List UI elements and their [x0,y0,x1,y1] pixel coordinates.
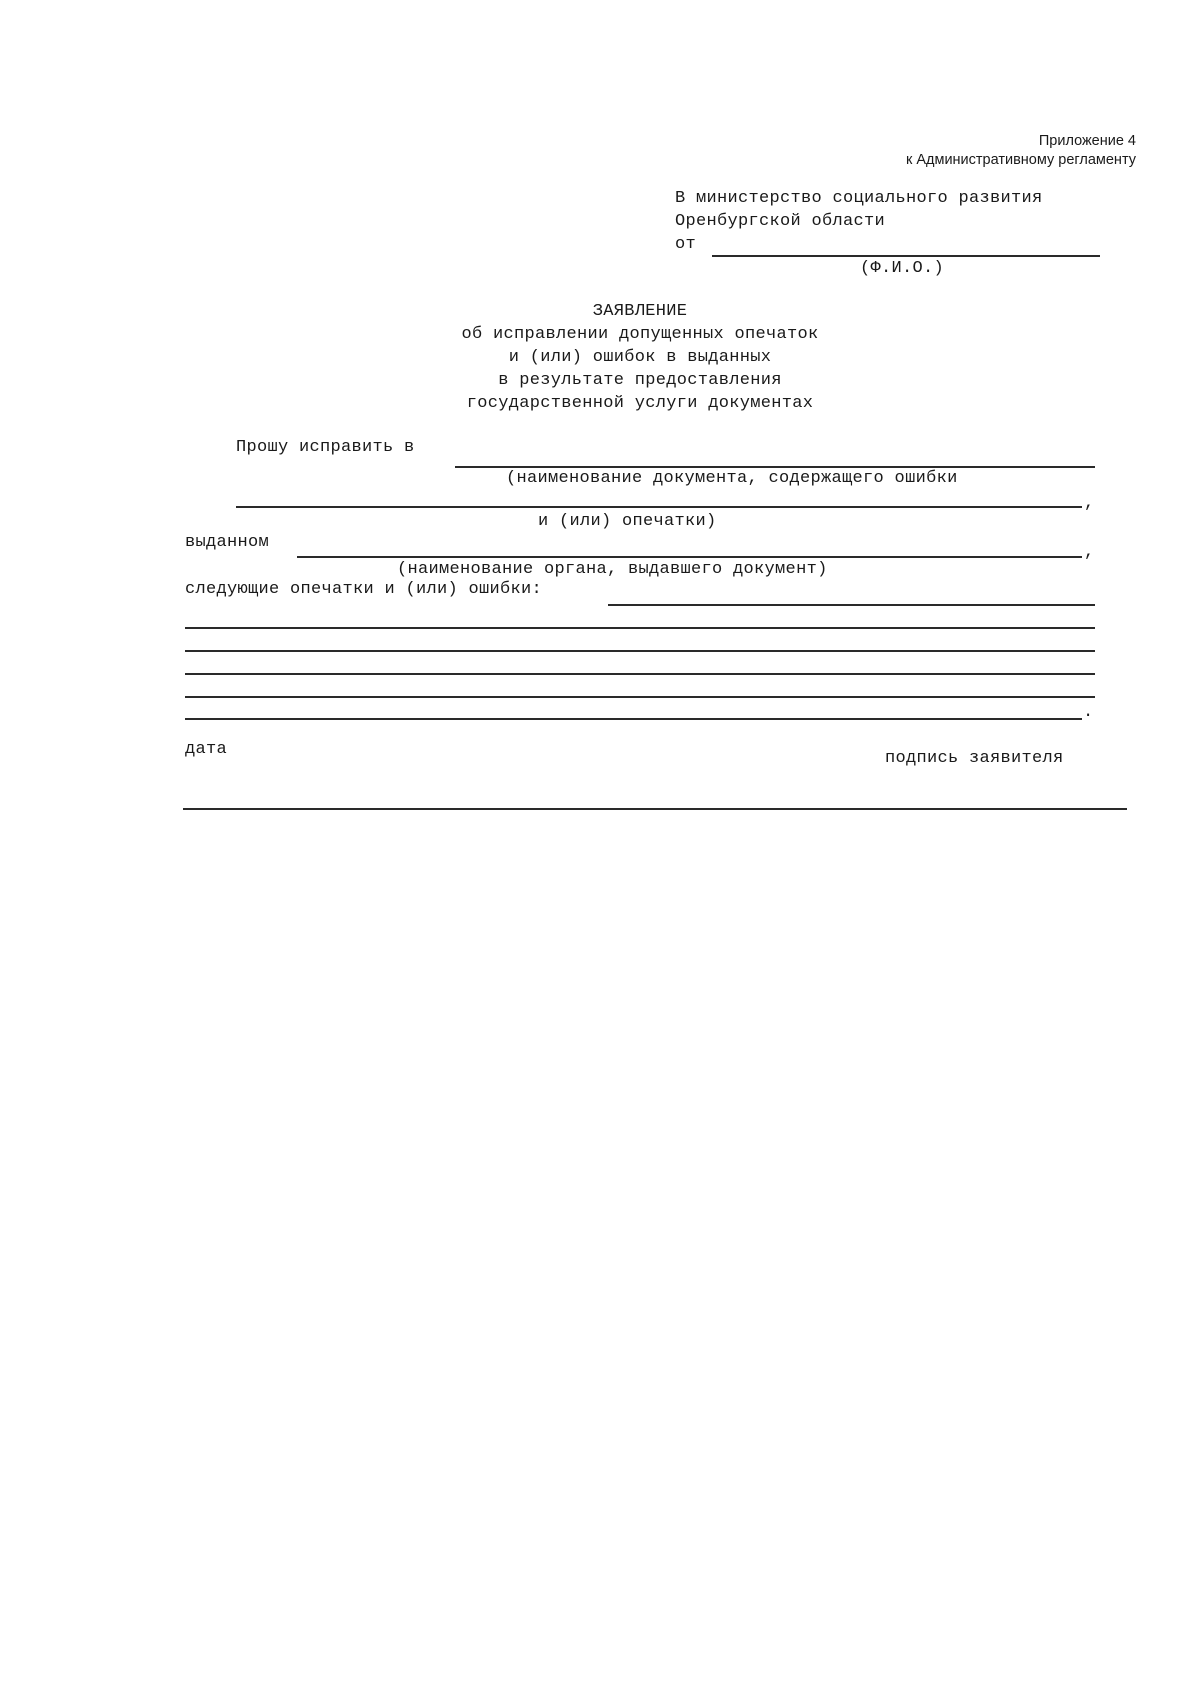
comma-2: , [1084,543,1095,562]
errors-field-line-3[interactable] [185,650,1095,652]
request-label: Прошу исправить в [236,438,415,457]
fio-field-line[interactable] [712,255,1100,257]
issuer-field-line[interactable] [297,556,1082,558]
issued-label: выданном [185,533,270,552]
period: . [1083,703,1094,722]
errors-field-line-2[interactable] [185,627,1095,629]
document-name-caption: (наименование документа, содержащего ошибки [506,469,958,488]
signature-label: подпись заявителя [885,749,1064,768]
document-name-field-line-2[interactable] [236,506,1082,508]
errors-field-line-6[interactable] [185,718,1082,720]
addressee-line-2: Оренбургской области [675,212,886,231]
statement-title-line-4: государственной услуги документах [466,394,814,413]
fio-caption: (Ф.И.О.) [860,259,945,278]
comma-1: , [1084,494,1095,513]
statement-title-line-3: в результате предоставления [498,371,782,390]
appendix-line-1: Приложение 4 [1038,133,1136,149]
addressee-line-1: В министерство социального развития [675,189,1043,208]
statement-heading: ЗАЯВЛЕНИЕ [592,302,688,321]
document-name-caption-2: и (или) опечатки) [538,512,717,531]
errors-field-line-1[interactable] [608,604,1095,606]
from-label: от [675,235,697,254]
errors-field-line-4[interactable] [185,673,1095,675]
issuer-caption: (наименование органа, выдавшего документ) [397,560,828,579]
document-name-field-line[interactable] [455,466,1095,468]
statement-title-line-1: об исправлении допущенных опечаток [461,325,819,344]
date-label: дата [185,740,228,759]
errors-field-line-5[interactable] [185,696,1095,698]
statement-title-line-2: и (или) ошибок в выданных [508,348,772,367]
appendix-line-2: к Административному регламенту [905,152,1136,168]
errors-label: следующие опечатки и (или) ошибки: [185,580,543,599]
bottom-rule [183,808,1127,810]
